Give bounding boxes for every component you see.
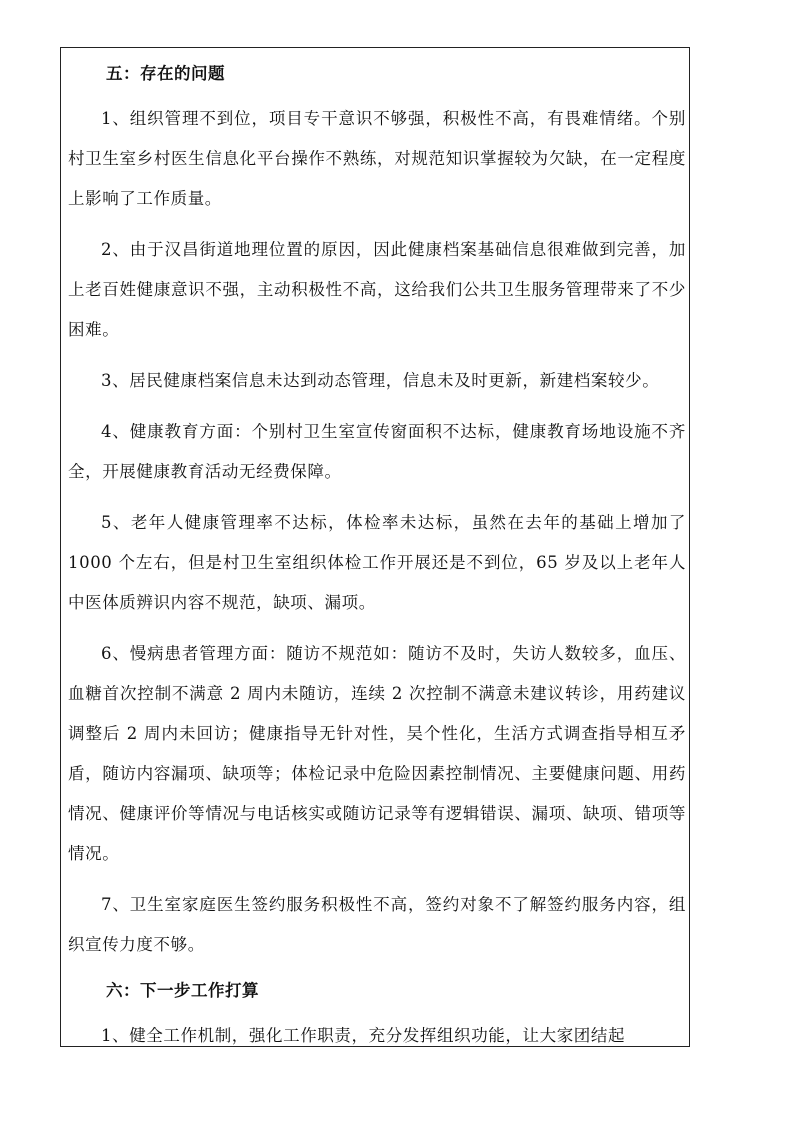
paragraph-problem-4: 4、健康教育方面：个别村卫生室宣传窗面积不达标，健康教育场地设施不齐全，开展健康教育活动无经费保障。 [68,422,686,481]
paragraph-problem-6: 6、慢病患者管理方面：随访不规范如：随访不及时，失访人数较多，血压、血糖首次控制不满意 2 周内未随访，连续 2 次控制不满意未建议转诊，用药建议调整后 2 周内未回访；健康指导无针对性，吴个性化，生活方式调查指导相互矛盾，随访内容漏项、缺项等；体检记录中危险因素控制情况、主要健康问题、用药情况、健康评价等情况与电话核实或随访记录等有逻辑错误、漏项、缺项、错项等情况。 [68,644,686,863]
document-table-cell [60,47,690,1047]
paragraph-problem-5: 5、老年人健康管理率不达标，体检率未达标，虽然在去年的基础上增加了 1000 个左右，但是村卫生室组织体检工作开展还是不到位，65 岁及以上老年人中医体质辨识内容不规范，缺项、漏项。 [68,513,686,612]
paragraph-plan-1: 1、健全工作机制，强化工作职责，充分发挥组织功能，让大家团结起 [101,1026,626,1045]
paragraph-problem-2: 2、由于汉昌街道地理位置的原因，因此健康档案基础信息很难做到完善，加上老百姓健康意识不强，主动积极性不高，这给我们公共卫生服务管理带来了不少困难。 [68,240,686,339]
section-heading-next-steps: 六：下一步工作打算 [106,981,259,1000]
section-heading-problems: 五：存在的问题 [106,64,225,83]
paragraph-problem-1: 1、组织管理不到位，项目专干意识不够强，积极性不高，有畏难情绪。个别村卫生室乡村医生信息化平台操作不熟练，对规范知识掌握较为欠缺，在一定程度上影响了工作质量。 [68,109,686,208]
paragraph-problem-3: 3、居民健康档案信息未达到动态管理，信息未及时更新，新建档案较少。 [101,371,660,390]
document-body [68,59,686,1047]
paragraph-problem-7: 7、卫生室家庭医生签约服务积极性不高，签约对象不了解签约服务内容，组织宣传力度不够。 [68,895,686,954]
